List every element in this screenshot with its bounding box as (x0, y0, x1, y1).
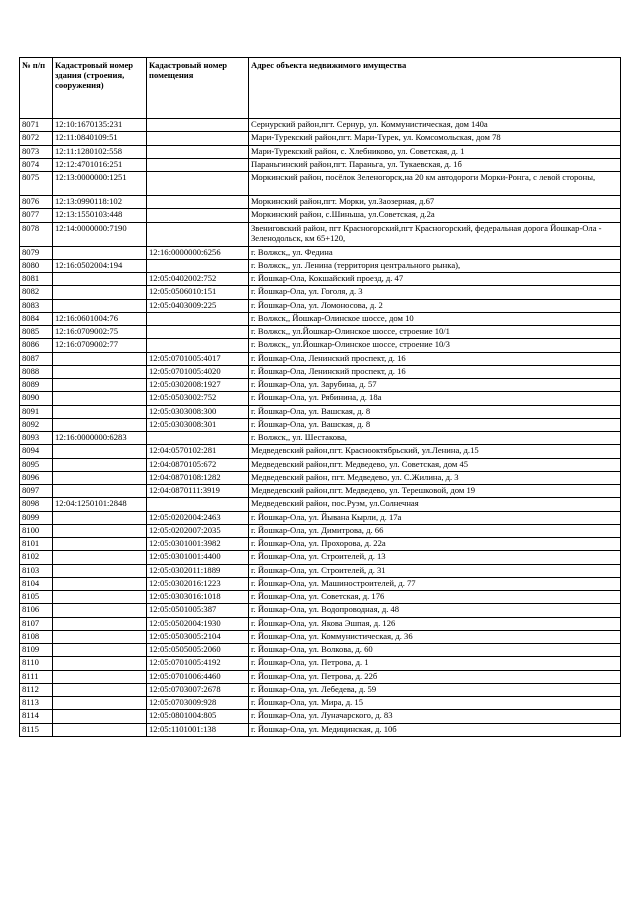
cell-address: г. Волжск,, ул. Шестакова, (249, 432, 621, 445)
cell-num: 8082 (20, 286, 53, 299)
cell-address: г. Йошкар-Ола, ул. Строителей, д. 31 (249, 564, 621, 577)
cell-premise-cadastral: 12:04:0870108:1282 (147, 471, 249, 484)
cell-building-cadastral (53, 617, 147, 630)
table-row (20, 458, 621, 471)
cell-premise-cadastral: 12:05:0402002:752 (147, 273, 249, 286)
cell-num: 8084 (20, 312, 53, 325)
table-row (20, 445, 621, 458)
cell-premise-cadastral (147, 222, 249, 246)
cell-premise-cadastral: 12:05:0302016:1223 (147, 577, 249, 590)
cell-premise-cadastral: 12:05:0503005:2104 (147, 630, 249, 643)
cell-building-cadastral (53, 471, 147, 484)
cell-address: г. Йошкар-Ола, ул. Прохорова, д. 22а (249, 538, 621, 551)
table-row (20, 524, 621, 537)
cell-premise-cadastral (147, 132, 249, 145)
cell-premise-cadastral: 12:04:0870105:672 (147, 458, 249, 471)
cell-premise-cadastral (147, 312, 249, 325)
cell-num: 8108 (20, 630, 53, 643)
cell-premise-cadastral: 12:05:0703009:928 (147, 697, 249, 710)
cell-building-cadastral: 12:14:0000000:7190 (53, 222, 147, 246)
cell-building-cadastral (53, 697, 147, 710)
cell-building-cadastral (53, 710, 147, 723)
table-row (20, 538, 621, 551)
cell-num: 8085 (20, 326, 53, 339)
cell-building-cadastral (53, 657, 147, 670)
cell-num: 8111 (20, 670, 53, 683)
cell-num: 8092 (20, 418, 53, 431)
cell-building-cadastral: 12:16:0601004:76 (53, 312, 147, 325)
cell-premise-cadastral: 12:05:0303016:1018 (147, 591, 249, 604)
cell-building-cadastral: 12:04:1250101:2848 (53, 498, 147, 511)
cell-num: 8087 (20, 352, 53, 365)
cell-building-cadastral: 12:12:4701016:251 (53, 158, 147, 171)
cell-address: г. Йошкар-Ола, ул. Строителей, д. 13 (249, 551, 621, 564)
cell-premise-cadastral: 12:05:0403009:225 (147, 299, 249, 312)
cell-num: 8075 (20, 172, 53, 196)
table-row (20, 145, 621, 158)
cell-address: г. Йошкар-Ола, ул. Петрова, д. 22б (249, 670, 621, 683)
table-row (20, 498, 621, 511)
cell-address: г. Йошкар-Ола, ул. Луначарского, д. 83 (249, 710, 621, 723)
cell-premise-cadastral: 12:05:1101001:138 (147, 723, 249, 736)
header-building-cadastral: Кадастровый номер здания (строения, сооружения) (53, 58, 147, 119)
table-row (20, 392, 621, 405)
header-address: Адрес объекта недвижимого имущества (249, 58, 621, 119)
cell-address: г. Волжск,, Йошкар-Олинское шоссе, дом 10 (249, 312, 621, 325)
cell-address: г. Йошкар-Ола, ул. Машиностроителей, д. 77 (249, 577, 621, 590)
cell-address: г. Йошкар-Ола, ул. Медицинская, д. 10б (249, 723, 621, 736)
cell-num: 8096 (20, 471, 53, 484)
cell-address: г. Йошкар-Ола, ул. Петрова, д. 1 (249, 657, 621, 670)
cell-address: Медведевский район,пгт. Краснооктябрьский, ул.Ленина, д.15 (249, 445, 621, 458)
cell-address: г. Йошкар-Ола, ул. Мира, д. 15 (249, 697, 621, 710)
cell-building-cadastral (53, 273, 147, 286)
cell-address: г. Волжск,, ул. Ленина (территория центрального рынка), (249, 259, 621, 272)
cell-num: 8093 (20, 432, 53, 445)
cell-premise-cadastral: 12:16:0000000:6256 (147, 246, 249, 259)
cell-premise-cadastral (147, 339, 249, 352)
cell-address: Мари-Турекский район, с. Хлебниково, ул. Советская, д. 1 (249, 145, 621, 158)
cell-premise-cadastral: 12:05:0301001:3982 (147, 538, 249, 551)
table-row (20, 723, 621, 736)
cell-address: г. Йошкар-Ола, Кокшайский проезд, д. 47 (249, 273, 621, 286)
table-row (20, 683, 621, 696)
cell-address: Медведевский район,пгт. Медведево, ул. Терешковой, дом 19 (249, 485, 621, 498)
cell-premise-cadastral: 12:05:0703007:2678 (147, 683, 249, 696)
cell-num: 8078 (20, 222, 53, 246)
cell-num: 8115 (20, 723, 53, 736)
cell-building-cadastral (53, 365, 147, 378)
table-row (20, 312, 621, 325)
cell-premise-cadastral: 12:05:0506010:151 (147, 286, 249, 299)
cell-num: 8076 (20, 196, 53, 209)
table-row (20, 710, 621, 723)
cell-building-cadastral (53, 577, 147, 590)
cell-address: г. Йошкар-Ола, ул. Гоголя, д. 3 (249, 286, 621, 299)
cell-building-cadastral (53, 591, 147, 604)
cell-building-cadastral (53, 723, 147, 736)
table-row (20, 352, 621, 365)
cell-building-cadastral (53, 604, 147, 617)
cell-address: г. Йошкар-Ола, Ленинский проспект, д. 16 (249, 365, 621, 378)
cell-address: г. Йошкар-Ола, ул. Якова Эшпая, д. 126 (249, 617, 621, 630)
table-row (20, 604, 621, 617)
cell-building-cadastral (53, 670, 147, 683)
table-row (20, 485, 621, 498)
cell-premise-cadastral (147, 326, 249, 339)
cell-building-cadastral: 12:16:0502004:194 (53, 259, 147, 272)
cell-address: Моркинский район, с.Шиньша, ул.Советская, д.2а (249, 209, 621, 222)
cell-building-cadastral: 12:11:0840109:51 (53, 132, 147, 145)
cell-num: 8090 (20, 392, 53, 405)
table-row (20, 670, 621, 683)
table-row (20, 209, 621, 222)
table-row (20, 432, 621, 445)
cell-premise-cadastral (147, 119, 249, 132)
table-row (20, 405, 621, 418)
cell-premise-cadastral: 12:05:0502004:1930 (147, 617, 249, 630)
cell-premise-cadastral: 12:05:0303008:301 (147, 418, 249, 431)
cell-premise-cadastral (147, 498, 249, 511)
table-row (20, 577, 621, 590)
cell-premise-cadastral: 12:05:0301001:4400 (147, 551, 249, 564)
cell-num: 8086 (20, 339, 53, 352)
cell-address: г. Йошкар-Ола, ул. Йывана Кырли, д. 17а (249, 511, 621, 524)
cell-premise-cadastral (147, 259, 249, 272)
cell-address: г. Волжск,, ул. Федина (249, 246, 621, 259)
cell-address: Медведевский район, пгт. Медведево, ул. С.Жилина, д. 3 (249, 471, 621, 484)
cell-building-cadastral (53, 445, 147, 458)
table-row (20, 286, 621, 299)
table-row (20, 273, 621, 286)
cell-address: г. Йошкар-Ола, ул. Рябинина, д. 18а (249, 392, 621, 405)
cell-num: 8074 (20, 158, 53, 171)
cell-building-cadastral: 12:11:1280102:558 (53, 145, 147, 158)
table-row (20, 259, 621, 272)
cell-num: 8089 (20, 379, 53, 392)
cell-address: Моркинский район, посёлок Зеленогорск,на 20 км автодороги Морки-Ронга, с левой стороны, (249, 172, 621, 196)
table-row (20, 551, 621, 564)
cell-building-cadastral (53, 379, 147, 392)
cell-premise-cadastral: 12:05:0701005:4192 (147, 657, 249, 670)
property-table (19, 57, 621, 737)
cell-building-cadastral: 12:10:1670135:231 (53, 119, 147, 132)
cell-num: 8081 (20, 273, 53, 286)
cell-premise-cadastral: 12:05:0302011:1889 (147, 564, 249, 577)
cell-address: Мари-Турекский район,пгт. Мари-Турек, ул. Комсомольская, дом 78 (249, 132, 621, 145)
cell-address: г. Волжск,, ул.Йошкар-Олинское шоссе, строение 10/1 (249, 326, 621, 339)
cell-num: 8098 (20, 498, 53, 511)
cell-building-cadastral (53, 405, 147, 418)
cell-building-cadastral (53, 246, 147, 259)
cell-num: 8088 (20, 365, 53, 378)
cell-premise-cadastral: 12:05:0501005:387 (147, 604, 249, 617)
cell-premise-cadastral: 12:04:0870111:3919 (147, 485, 249, 498)
cell-premise-cadastral: 12:05:0701006:4460 (147, 670, 249, 683)
cell-num: 8114 (20, 710, 53, 723)
cell-premise-cadastral (147, 196, 249, 209)
table-row (20, 564, 621, 577)
cell-num: 8080 (20, 259, 53, 272)
table-row (20, 132, 621, 145)
cell-num: 8102 (20, 551, 53, 564)
cell-building-cadastral (53, 286, 147, 299)
table-row (20, 511, 621, 524)
cell-num: 8083 (20, 299, 53, 312)
cell-building-cadastral (53, 485, 147, 498)
cell-num: 8106 (20, 604, 53, 617)
cell-building-cadastral (53, 524, 147, 537)
cell-num: 8077 (20, 209, 53, 222)
cell-num: 8071 (20, 119, 53, 132)
table-row (20, 299, 621, 312)
table-row (20, 644, 621, 657)
cell-num: 8107 (20, 617, 53, 630)
cell-premise-cadastral: 12:05:0801004:805 (147, 710, 249, 723)
cell-address: г. Йошкар-Ола, ул. Волкова, д. 60 (249, 644, 621, 657)
cell-address: г. Волжск,, ул.Йошкар-Олинское шоссе, строение 10/3 (249, 339, 621, 352)
cell-address: г. Йошкар-Ола, ул. Лебедева, д. 59 (249, 683, 621, 696)
cell-premise-cadastral (147, 158, 249, 171)
cell-premise-cadastral: 12:05:0202004:2463 (147, 511, 249, 524)
table-row (20, 172, 621, 196)
table-row (20, 657, 621, 670)
cell-address: г. Йошкар-Ола, ул. Водопроводная, д. 48 (249, 604, 621, 617)
cell-premise-cadastral: 12:04:0570102:281 (147, 445, 249, 458)
cell-premise-cadastral (147, 209, 249, 222)
table-row (20, 697, 621, 710)
table-row (20, 630, 621, 643)
table-row (20, 158, 621, 171)
cell-premise-cadastral (147, 432, 249, 445)
cell-num: 8097 (20, 485, 53, 498)
cell-address: г. Йошкар-Ола, ул. Зарубина, д. 57 (249, 379, 621, 392)
cell-address: г. Йошкар-Ола, ул. Ломоносова, д. 2 (249, 299, 621, 312)
table-row (20, 326, 621, 339)
cell-building-cadastral: 12:13:1550103:448 (53, 209, 147, 222)
cell-premise-cadastral: 12:05:0505005:2060 (147, 644, 249, 657)
cell-building-cadastral: 12:16:0709002:77 (53, 339, 147, 352)
cell-premise-cadastral: 12:05:0701005:4020 (147, 365, 249, 378)
cell-premise-cadastral (147, 145, 249, 158)
cell-building-cadastral (53, 299, 147, 312)
cell-building-cadastral (53, 683, 147, 696)
cell-num: 8072 (20, 132, 53, 145)
cell-building-cadastral (53, 458, 147, 471)
cell-num: 8095 (20, 458, 53, 471)
cell-num: 8110 (20, 657, 53, 670)
cell-num: 8091 (20, 405, 53, 418)
cell-address: г. Йошкар-Ола, ул. Коммунистическая, д. 36 (249, 630, 621, 643)
cell-building-cadastral (53, 392, 147, 405)
cell-address: Медведевский район, пос.Руэм, ул.Солнечная (249, 498, 621, 511)
table-row (20, 222, 621, 246)
table-row (20, 471, 621, 484)
cell-premise-cadastral (147, 172, 249, 196)
table-row (20, 379, 621, 392)
cell-address: Сернурский район,пгт. Сернур, ул. Коммунистическая, дом 140а (249, 119, 621, 132)
table-row (20, 418, 621, 431)
table-row (20, 365, 621, 378)
cell-premise-cadastral: 12:05:0202007:2035 (147, 524, 249, 537)
header-premise-cadastral: Кадастровый номер помещения (147, 58, 249, 119)
cell-num: 8101 (20, 538, 53, 551)
cell-building-cadastral (53, 551, 147, 564)
cell-address: Параньгинский район,пгт. Параньга, ул. Тукаевская, д. 1б (249, 158, 621, 171)
cell-address: г. Йошкар-Ола, ул. Советская, д. 176 (249, 591, 621, 604)
table-header-row (20, 58, 621, 119)
cell-address: г. Йошкар-Ола, Ленинский проспект, д. 16 (249, 352, 621, 365)
cell-building-cadastral: 12:13:0000000:1251 (53, 172, 147, 196)
cell-num: 8113 (20, 697, 53, 710)
cell-address: г. Йошкар-Ола, ул. Вашская, д. 8 (249, 405, 621, 418)
cell-building-cadastral: 12:16:0709002:75 (53, 326, 147, 339)
cell-num: 8104 (20, 577, 53, 590)
cell-building-cadastral (53, 418, 147, 431)
cell-num: 8103 (20, 564, 53, 577)
cell-num: 8109 (20, 644, 53, 657)
cell-address: г. Йошкар-Ола, ул. Димитрова, д. 66 (249, 524, 621, 537)
table-row (20, 196, 621, 209)
cell-building-cadastral (53, 564, 147, 577)
cell-num: 8105 (20, 591, 53, 604)
cell-address: Моркинский район,пгт. Морки, ул.Заозерная, д.67 (249, 196, 621, 209)
cell-building-cadastral: 12:16:0000000:6283 (53, 432, 147, 445)
cell-premise-cadastral: 12:05:0701005:4017 (147, 352, 249, 365)
cell-building-cadastral (53, 352, 147, 365)
cell-address: Медведевский район,пгт. Медведево, ул. Советская, дом 45 (249, 458, 621, 471)
cell-num: 8094 (20, 445, 53, 458)
cell-premise-cadastral: 12:05:0302008:1927 (147, 379, 249, 392)
header-num: № п/п (20, 58, 53, 119)
cell-num: 8100 (20, 524, 53, 537)
cell-building-cadastral (53, 538, 147, 551)
table-row (20, 591, 621, 604)
cell-building-cadastral (53, 644, 147, 657)
cell-premise-cadastral: 12:05:0303008:300 (147, 405, 249, 418)
cell-building-cadastral (53, 511, 147, 524)
cell-building-cadastral: 12:13:0990118:102 (53, 196, 147, 209)
table-row (20, 119, 621, 132)
table-row (20, 339, 621, 352)
cell-num: 8099 (20, 511, 53, 524)
table-row (20, 246, 621, 259)
cell-address: г. Йошкар-Ола, ул. Вашская, д. 8 (249, 418, 621, 431)
cell-num: 8079 (20, 246, 53, 259)
cell-premise-cadastral: 12:05:0503002:752 (147, 392, 249, 405)
cell-num: 8073 (20, 145, 53, 158)
cell-address: Звениговский район, пгт Красногорский,пгт Красногорский, федеральная дорога Йошкар-Ола - Зеленодольск, км 65+120, (249, 222, 621, 246)
table-row (20, 617, 621, 630)
cell-num: 8112 (20, 683, 53, 696)
cell-building-cadastral (53, 630, 147, 643)
